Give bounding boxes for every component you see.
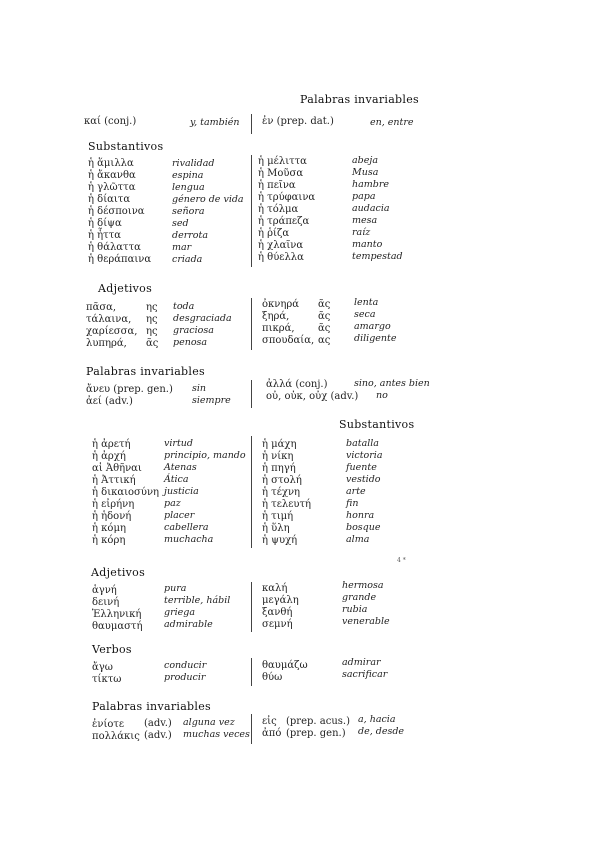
vocab-greek: τάλαινα,	[86, 314, 132, 325]
heading-palabras-invariables-2: Palabras invariables	[92, 700, 211, 713]
vocab-part-of-speech: (adv.)	[144, 730, 172, 741]
vocab-spanish: a, hacia	[358, 714, 396, 725]
vocab-spanish: honra	[346, 510, 375, 521]
vocab-spanish: cabellera	[164, 522, 209, 533]
vocab-spanish: arte	[346, 486, 366, 497]
entry-greek: ἐν (prep. dat.)	[262, 116, 334, 127]
vocab-greek: ἀεί (adv.)	[86, 396, 133, 407]
vocab-spanish: conducir	[164, 660, 207, 671]
vocab-greek: πᾶσα,	[86, 302, 117, 313]
vocab-spanish: muchas veces	[183, 729, 250, 740]
vocab-greek: πολλάκις	[92, 731, 140, 742]
vocab-spanish: sin	[192, 383, 207, 394]
vocab-spanish: espina	[172, 170, 204, 181]
heading-palabras-invariables-top: Palabras invariables	[300, 93, 419, 106]
heading-adjetivos-2: Adjetivos	[91, 566, 146, 579]
vocab-spanish: placer	[164, 510, 195, 521]
vocab-spanish: tempestad	[352, 251, 403, 262]
vocab-greek: αἱ Ἀθῆναι	[92, 463, 142, 474]
vocab-greek: ἡ ἀρετή	[92, 439, 131, 450]
vocab-spanish: graciosa	[173, 325, 214, 336]
vocab-greek: ἡ τρύφαινα	[258, 192, 316, 203]
heading-adjetivos: Adjetivos	[98, 282, 153, 295]
vocab-greek: ἁγνή	[92, 585, 117, 596]
vocab-greek: θύω	[262, 672, 283, 683]
vocab-spanish: principio, mando	[164, 450, 246, 461]
column-divider	[251, 436, 252, 548]
vocab-greek: ξηρά,	[262, 311, 290, 322]
column-divider	[251, 380, 252, 408]
vocab-spanish: alma	[346, 534, 370, 545]
vocab-spanish: desgraciada	[173, 313, 232, 324]
vocab-spanish: rivalidad	[172, 158, 215, 169]
vocab-spanish: criada	[172, 254, 203, 265]
vocab-greek: ἡ Ἀττική	[92, 475, 136, 486]
vocab-greek: ἡ ψυχή	[262, 535, 298, 546]
vocab-greek: ἡ χλαῖνα	[258, 240, 304, 251]
vocab-greek: ἡ εἰρήνη	[92, 499, 135, 510]
vocab-spanish: manto	[352, 239, 383, 250]
vocab-spanish: mar	[172, 242, 192, 253]
vocab-greek: ἡ τράπεζα	[258, 216, 310, 227]
vocab-greek: ἡ ἅμιλλα	[88, 158, 134, 169]
vocab-spanish: no	[376, 390, 388, 401]
vocab-greek: ἡ ἀρχή	[92, 451, 126, 462]
vocab-greek: οὐ, οὐκ, οὐχ (adv.)	[266, 391, 359, 402]
vocab-spanish: victoria	[346, 450, 383, 461]
vocab-spanish: de, desde	[358, 726, 405, 737]
vocab-greek: Ἑλληνική	[92, 609, 142, 620]
vocab-greek: ἡ θάλαττα	[88, 242, 141, 253]
vocab-greek: ἡ ὕλη	[262, 523, 290, 534]
vocab-spanish: seca	[354, 309, 376, 320]
heading-palabras-invariables: Palabras invariables	[86, 365, 205, 378]
vocab-spanish: Musa	[352, 167, 379, 178]
vocab-spanish: producir	[164, 672, 206, 683]
vocab-greek: ἡ ἧττα	[88, 230, 121, 241]
vocab-greek: ἡ θεράπαινα	[88, 254, 152, 265]
vocab-part-of-speech: (prep. acus.)	[286, 716, 350, 727]
vocab-greek: ἡ ἄκανθα	[88, 170, 136, 181]
vocab-greek: τίκτω	[92, 674, 122, 685]
vocab-greek: ἡ κόρη	[92, 535, 126, 546]
vocab-greek: ὀκνηρά	[262, 299, 299, 310]
vocab-greek: ἡ μάχη	[262, 439, 297, 450]
entry-greek: καί (conj.)	[84, 116, 137, 127]
vocab-spanish: pura	[164, 583, 187, 594]
vocab-greek: χαρίεσσα,	[86, 326, 138, 337]
vocab-greek: ἡ ἡδονή	[92, 511, 132, 522]
vocab-ending: ης	[146, 302, 158, 313]
vocab-spanish: lengua	[172, 182, 205, 193]
heading-substantivos: Substantivos	[88, 140, 164, 153]
vocab-spanish: género de vida	[172, 194, 244, 205]
vocab-greek: ἡ τελευτή	[262, 499, 312, 510]
vocab-greek: σπουδαία,	[262, 335, 315, 346]
vocab-spanish: derrota	[172, 230, 208, 241]
vocab-greek: ἡ νίκη	[262, 451, 294, 462]
vocab-spanish: muchacha	[164, 534, 214, 545]
vocab-greek: ἡ πηγή	[262, 463, 296, 474]
heading-verbos: Verbos	[92, 643, 132, 656]
vocab-ending: ᾶς	[146, 338, 159, 349]
vocab-spanish: sino, antes bien	[354, 378, 430, 389]
vocab-spanish: abeja	[352, 155, 378, 166]
vocab-spanish: Atenas	[164, 462, 197, 473]
vocab-spanish: raíz	[352, 227, 371, 238]
vocab-greek: ἡ τόλμα	[258, 204, 299, 215]
vocab-spanish: penosa	[173, 337, 208, 348]
vocab-greek: ἀλλά (conj.)	[266, 379, 328, 390]
column-divider	[251, 658, 252, 686]
vocab-greek: λυπηρά,	[86, 338, 127, 349]
column-divider	[251, 114, 252, 134]
margin-mark: 4 *	[397, 557, 406, 564]
vocab-spanish: papa	[352, 191, 376, 202]
vocab-greek: ἐνίοτε	[92, 719, 125, 730]
column-divider	[251, 298, 252, 350]
vocab-greek: ἡ δικαιοσύνη	[92, 487, 160, 498]
vocab-greek: ἡ κόμη	[92, 523, 126, 534]
vocab-ending: ᾶς	[318, 311, 331, 322]
vocab-spanish: mesa	[352, 215, 378, 226]
vocab-spanish: audacia	[352, 203, 390, 214]
vocab-spanish: bosque	[346, 522, 381, 533]
vocab-spanish: hambre	[352, 179, 390, 190]
entry-spanish: en, entre	[370, 117, 414, 128]
vocab-greek: πικρά,	[262, 323, 295, 334]
vocab-spanish: fuente	[346, 462, 377, 473]
vocab-greek: εἰς	[262, 716, 277, 727]
vocab-greek: μεγάλη	[262, 595, 299, 606]
vocab-greek: θαυμαστή	[92, 621, 143, 632]
vocab-spanish: justicia	[164, 486, 199, 497]
vocab-spanish: señora	[172, 206, 205, 217]
vocab-part-of-speech: (prep. gen.)	[286, 728, 346, 739]
vocab-spanish: vestido	[346, 474, 381, 485]
vocab-spanish: fin	[346, 498, 359, 509]
vocab-greek: ἄνευ (prep. gen.)	[86, 384, 173, 395]
vocab-greek: ἡ θύελλα	[258, 252, 304, 263]
vocab-greek: ἀπό	[262, 728, 282, 739]
column-divider	[251, 714, 252, 744]
vocab-greek: ἡ μέλιττα	[258, 156, 307, 167]
vocab-spanish: admirable	[164, 619, 213, 630]
vocab-part-of-speech: (adv.)	[144, 718, 172, 729]
entry-spanish: y, también	[190, 117, 240, 128]
vocab-spanish: toda	[173, 301, 195, 312]
vocab-spanish: paz	[164, 498, 181, 509]
vocab-greek: ἡ Μοῦσα	[258, 168, 304, 179]
vocab-greek: ἡ πεῖνα	[258, 180, 296, 191]
vocab-greek: δεινή	[92, 597, 120, 608]
vocab-spanish: venerable	[342, 616, 390, 627]
vocab-spanish: diligente	[354, 333, 397, 344]
vocab-greek: ἡ δέσποινα	[88, 206, 145, 217]
vocab-spanish: hermosa	[342, 580, 384, 591]
vocab-spanish: alguna vez	[183, 717, 235, 728]
vocab-greek: ἡ τέχνη	[262, 487, 301, 498]
vocab-ending: ης	[146, 326, 158, 337]
vocab-spanish: lenta	[354, 297, 379, 308]
vocab-spanish: admirar	[342, 657, 381, 668]
vocab-greek: ἡ στολή	[262, 475, 302, 486]
vocab-spanish: Ática	[164, 474, 189, 485]
vocab-spanish: grande	[342, 592, 377, 603]
vocab-ending: ης	[146, 314, 158, 325]
vocab-greek: ἡ γλῶττα	[88, 182, 136, 193]
vocab-greek: ἡ δίψα	[88, 218, 122, 229]
heading-substantivos-2: Substantivos	[339, 418, 415, 431]
column-divider	[251, 582, 252, 632]
vocab-spanish: terrible, hábil	[164, 595, 231, 606]
vocab-ending: ᾶς	[318, 323, 331, 334]
vocab-greek: ἡ δίαιτα	[88, 194, 131, 205]
vocab-greek: καλή	[262, 583, 288, 594]
column-divider	[251, 155, 252, 267]
vocab-greek: ἄγω	[92, 662, 113, 673]
vocab-greek: θαυμάζω	[262, 660, 308, 671]
vocab-spanish: siempre	[192, 395, 231, 406]
vocab-spanish: amargo	[354, 321, 391, 332]
vocab-greek: ἡ ῥίζα	[258, 228, 290, 239]
vocab-ending: ας	[318, 335, 331, 346]
vocab-greek: ξανθή	[262, 607, 293, 618]
vocab-spanish: sacrificar	[342, 669, 388, 680]
vocab-spanish: griega	[164, 607, 196, 618]
vocab-spanish: virtud	[164, 438, 193, 449]
vocab-greek: σεμνή	[262, 619, 293, 630]
vocab-spanish: batalla	[346, 438, 379, 449]
vocab-spanish: sed	[172, 218, 189, 229]
vocab-spanish: rubia	[342, 604, 368, 615]
vocab-greek: ἡ τιμή	[262, 511, 294, 522]
vocab-ending: ᾶς	[318, 299, 331, 310]
